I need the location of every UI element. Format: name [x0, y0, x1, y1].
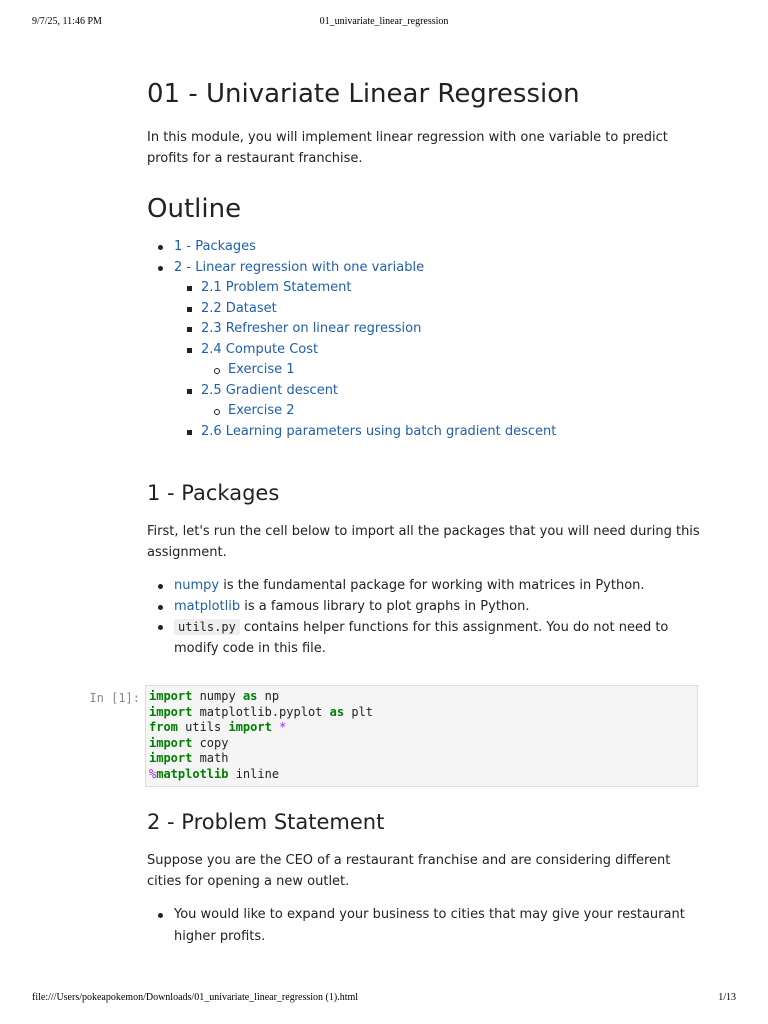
- code-text: copy: [192, 735, 229, 750]
- circle-bullet-icon: [214, 368, 220, 374]
- code-line: [149, 736, 697, 752]
- matplotlib-link[interactable]: matplotlib: [174, 598, 241, 614]
- outline-item: [147, 299, 700, 320]
- cell-prompt: In [1]:: [89, 691, 140, 705]
- outline-link-compute-cost[interactable]: 2.4 Compute Cost: [201, 341, 319, 357]
- outline-item: [147, 319, 700, 340]
- code-keyword: import: [149, 751, 193, 765]
- code-text: [272, 720, 279, 734]
- code-keyword: as: [329, 704, 345, 719]
- code-editor[interactable]: [145, 685, 698, 787]
- problem-intro: Suppose you are the CEO of a restaurant franchise and are considering different cities for opening a new outlet.: [147, 853, 671, 889]
- print-datetime: 9/7/25, 11:46 PM: [32, 16, 102, 27]
- square-bullet-icon: [187, 307, 192, 312]
- outline-link-refresher[interactable]: 2.3 Refresher on linear regression: [201, 321, 422, 336]
- packages-intro: First, let's run the cell below to import all the packages that you will need during this assignment.: [147, 524, 700, 560]
- outline-item: [147, 278, 700, 299]
- outline-list: [147, 237, 700, 442]
- disc-bullet-icon: [158, 605, 163, 610]
- print-page-number: 1/13: [718, 992, 736, 1003]
- utils-inline-code: utils.py: [174, 619, 240, 635]
- code-operator: %: [149, 766, 157, 781]
- code-line: [149, 705, 697, 721]
- code-text: math: [192, 751, 229, 765]
- list-item: [147, 597, 700, 618]
- code-line: [149, 751, 697, 767]
- problem-bullet-text: You would like to expand your business to cities that may give your restaurant higher profits.: [174, 907, 685, 944]
- code-keyword: from: [149, 720, 178, 734]
- code-text: numpy: [192, 689, 243, 703]
- disc-bullet-icon: [158, 913, 163, 918]
- outline-item: [147, 381, 700, 402]
- square-bullet-icon: [187, 430, 192, 435]
- code-keyword: import: [149, 704, 193, 719]
- problem-heading: 2 - Problem Statement: [147, 810, 385, 834]
- disc-bullet-icon: [158, 245, 163, 250]
- list-item: [147, 904, 700, 948]
- code-keyword: import: [149, 689, 193, 703]
- code-text: inline: [228, 766, 280, 781]
- square-bullet-icon: [187, 327, 192, 332]
- outline-item: [147, 340, 700, 361]
- packages-list: [147, 576, 700, 659]
- code-keyword: as: [242, 689, 258, 703]
- square-bullet-icon: [187, 389, 192, 394]
- numpy-link[interactable]: numpy: [174, 578, 220, 593]
- outline-link-packages[interactable]: 1 - Packages: [174, 239, 256, 254]
- code-line: [149, 689, 697, 705]
- print-file-path: file:///Users/pokeapokemon/Downloads/01_univariate_linear_regression (1).html: [32, 992, 359, 1003]
- outline-item: [147, 422, 700, 443]
- code-line: [149, 767, 697, 783]
- square-bullet-icon: [187, 286, 192, 291]
- outline-item: [147, 237, 700, 258]
- circle-bullet-icon: [214, 409, 220, 415]
- disc-bullet-icon: [158, 266, 163, 271]
- code-magic: matplotlib: [156, 766, 229, 781]
- notebook-content-lower: [147, 806, 700, 948]
- code-cell[interactable]: [80, 685, 700, 789]
- code-text: utils: [177, 720, 229, 734]
- disc-bullet-icon: [158, 584, 163, 589]
- print-header: [32, 16, 736, 30]
- outline-item: [147, 401, 700, 422]
- code-text: np: [257, 689, 280, 703]
- code-line: [149, 720, 697, 736]
- code-text: plt: [344, 704, 373, 719]
- outline-link-learning-parameters[interactable]: 2.6 Learning parameters using batch gradient descent: [201, 423, 557, 439]
- outline-link-exercise-2[interactable]: Exercise 2: [228, 403, 295, 418]
- list-item: [147, 617, 700, 659]
- code-operator: *: [279, 720, 287, 734]
- print-footer: [32, 992, 736, 1006]
- intro-paragraph: In this module, you will implement linear regression with one variable to predict profits for a restaurant franchise.: [147, 130, 668, 166]
- list-item: [147, 576, 700, 597]
- outline-item: [147, 258, 700, 279]
- outline-heading: Outline: [147, 194, 242, 224]
- print-doc-title: 01_univariate_linear_regression: [319, 16, 449, 27]
- numpy-description: is the fundamental package for working with matrices in Python.: [219, 578, 645, 593]
- page-title: 01 - Univariate Linear Regression: [147, 79, 580, 109]
- matplotlib-description: is a famous library to plot graphs in Python.: [240, 598, 530, 614]
- packages-heading: 1 - Packages: [147, 481, 280, 505]
- code-keyword: import: [228, 720, 272, 734]
- outline-link-dataset[interactable]: 2.2 Dataset: [201, 300, 277, 316]
- notebook-content: [147, 74, 700, 659]
- outline-link-gradient-descent[interactable]: 2.5 Gradient descent: [201, 382, 339, 398]
- problem-list: [147, 904, 700, 948]
- disc-bullet-icon: [158, 625, 163, 630]
- outline-link-exercise-1[interactable]: Exercise 1: [228, 362, 295, 377]
- outline-link-linear-regression[interactable]: 2 - Linear regression with one variable: [174, 259, 425, 275]
- code-keyword: import: [149, 735, 193, 750]
- code-text: matplotlib.pyplot: [192, 704, 330, 719]
- outline-item: [147, 360, 700, 381]
- square-bullet-icon: [187, 348, 192, 353]
- outline-link-problem-statement[interactable]: 2.1 Problem Statement: [201, 280, 352, 295]
- utils-description: contains helper functions for this assignment. You do not need to modify code in this file.: [174, 620, 669, 656]
